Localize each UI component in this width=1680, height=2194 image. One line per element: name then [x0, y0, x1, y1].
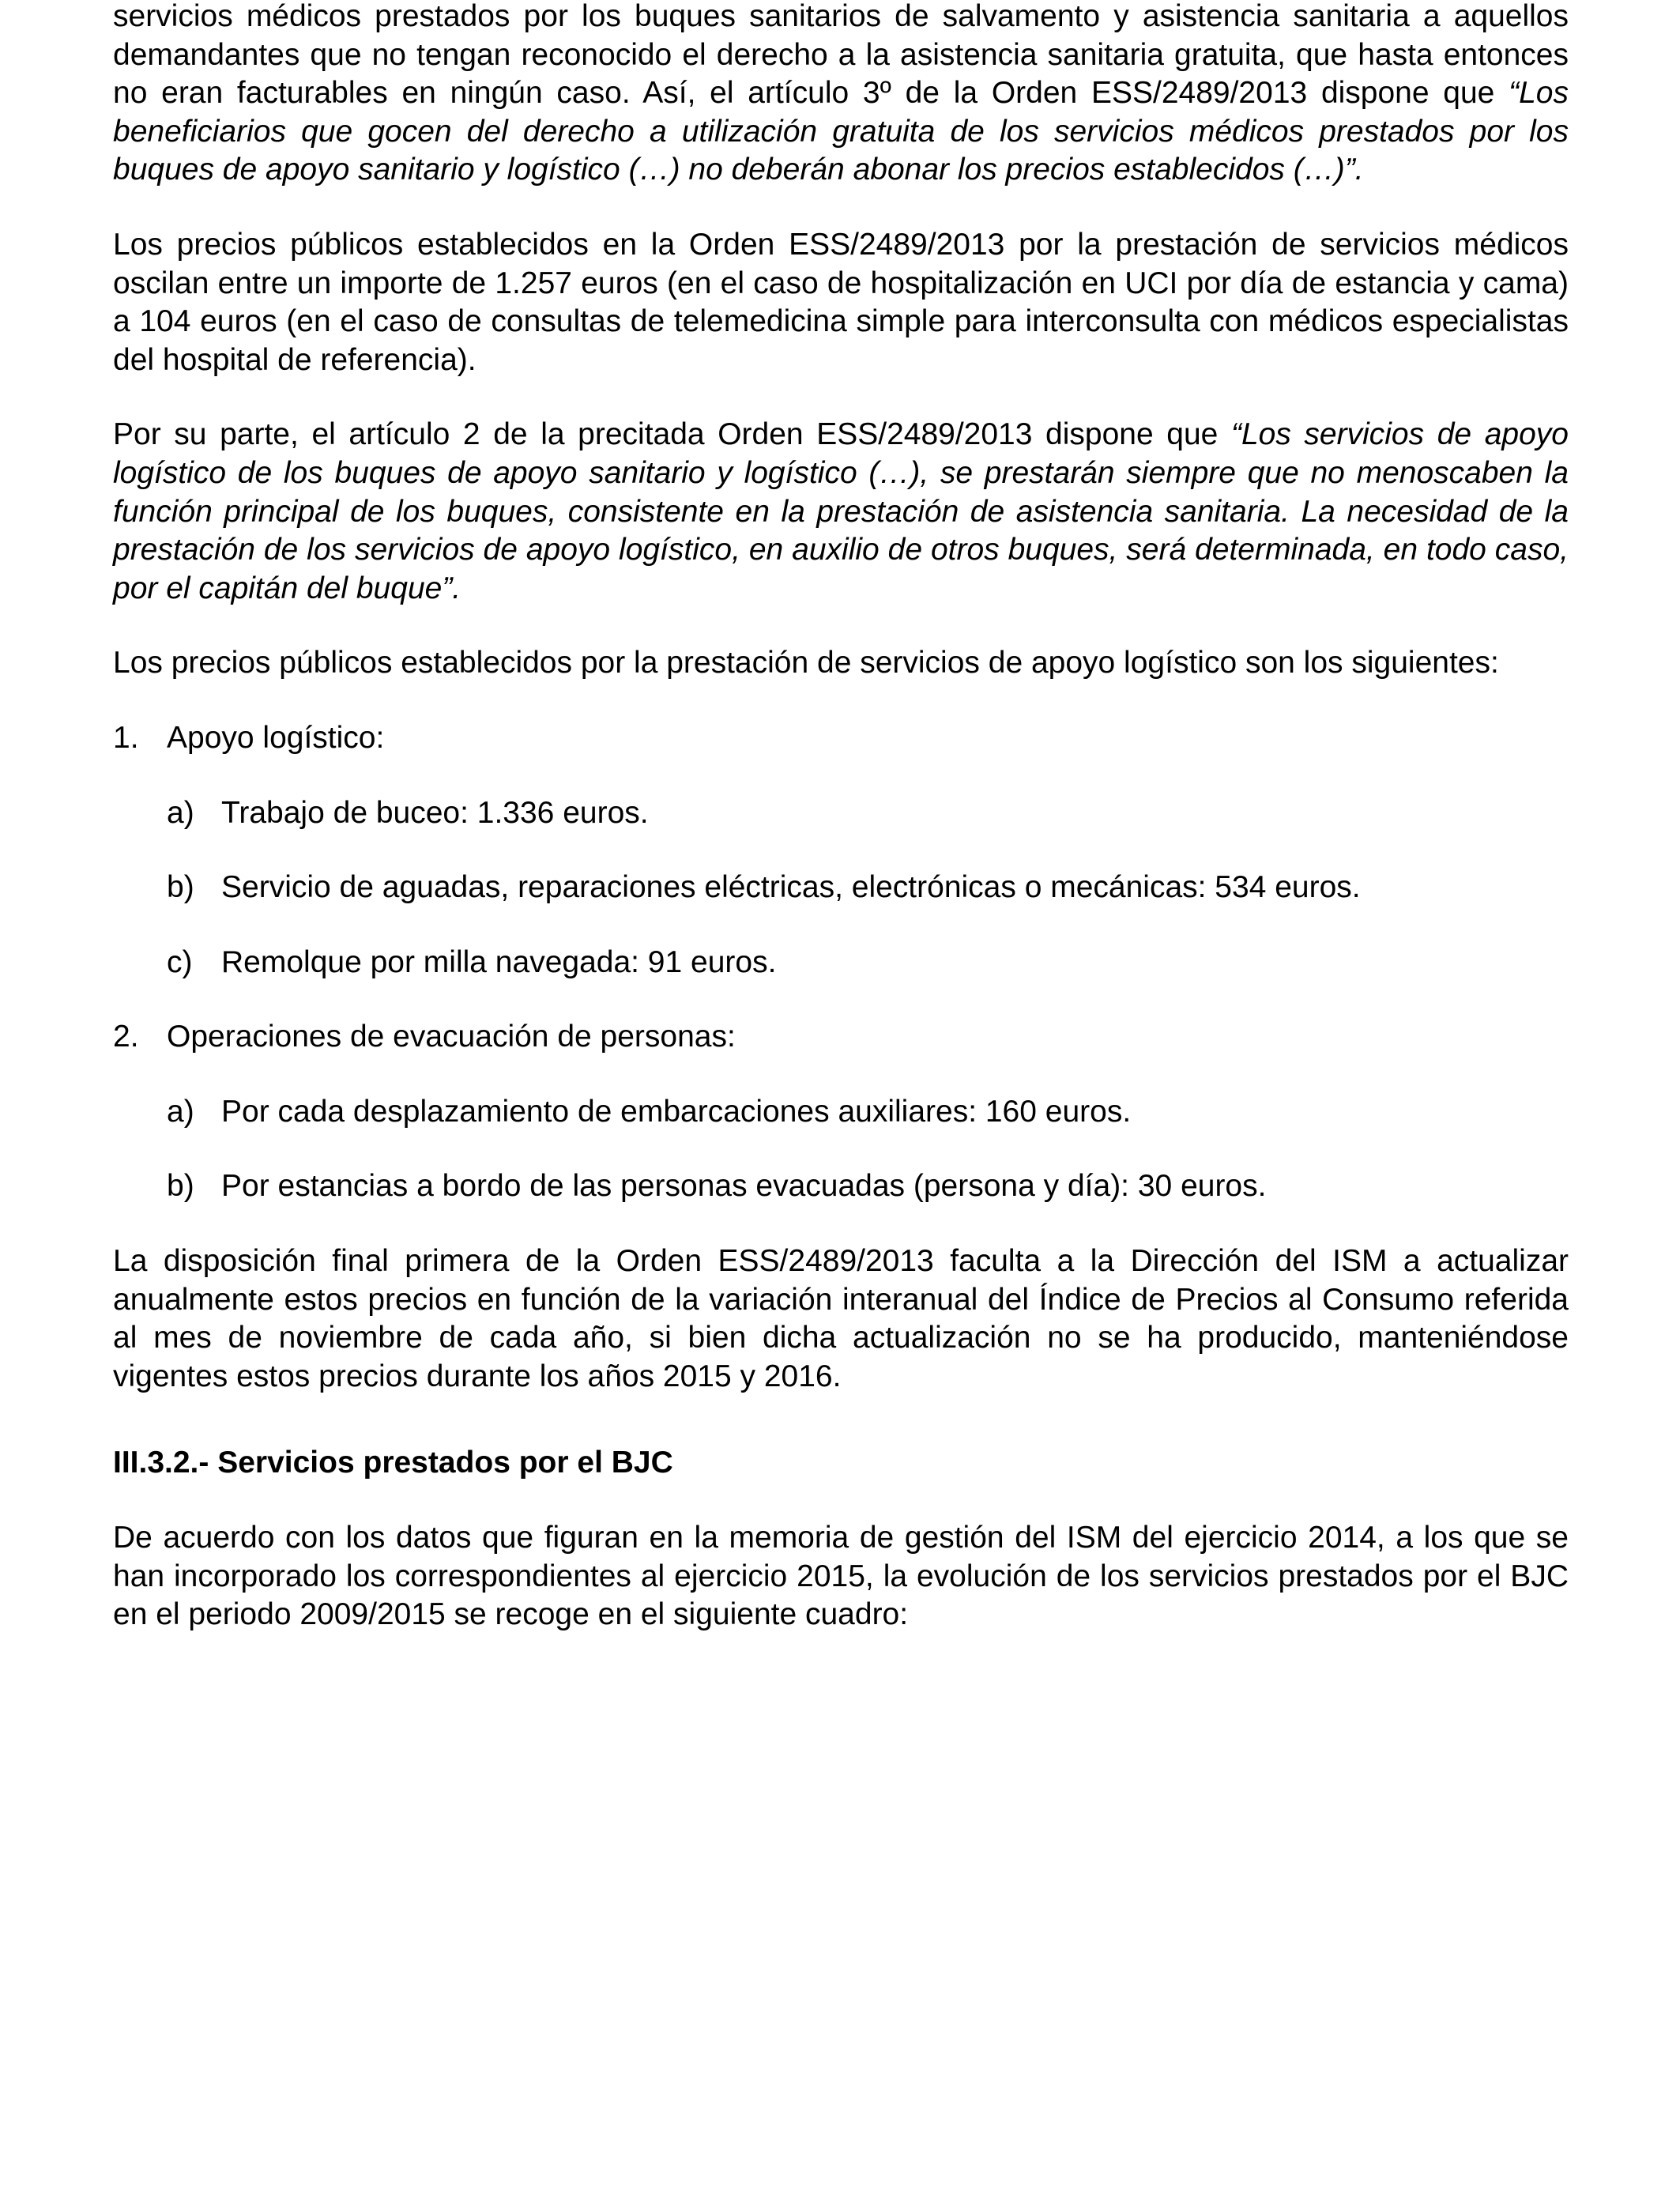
- paragraph-text: servicios médicos prestados por los buques sanitarios de salvamento y asistencia sanitaria a aquellos demandantes que no tengan reconocido el derecho a la asistencia sanitaria gratuita, que hasta entonces no eran facturables en ningún caso. Así, el artículo 3º de la Orden ESS/2489/2013 dispone que: [113, 0, 1569, 111]
- list-text: Por cada desplazamiento de embarcaciones auxiliares: 160 euros.: [221, 1094, 1132, 1129]
- paragraph-precios-logistico: Los precios públicos establecidos por la prestación de servicios de apoyo logístico son los siguientes:: [113, 646, 1499, 680]
- list-subitem: [113, 794, 1569, 833]
- list-letter: b): [167, 1169, 194, 1204]
- paragraph-apoyo-logistico: [113, 416, 1569, 608]
- list-subitem: [113, 869, 1569, 907]
- paragraph-text: Por su parte, el artículo 2 de la precitada Orden ESS/2489/2013 dispone que: [113, 417, 1231, 452]
- quote-orden-article-3: “Los beneficiarios que gocen del derecho a utilización gratuita de los servicios médicos prestados por los buques de apoyo sanitario y logístico (…) no deberán abonar los precios establecidos (…)”.: [113, 76, 1569, 187]
- paragraph-disposicion-final: La disposición final primera de la Orden ESS/2489/2013 faculta a la Dirección del ISM a actualizar anualmente estos precios en función de la variación interanual del Índice de Precios al Consumo referida al mes de noviembre de cada año, si bien dicha actualización no se ha producido, manteniéndose vigentes estos precios durante los años 2015 y 2016.: [113, 1244, 1569, 1393]
- list-letter: b): [167, 870, 194, 905]
- list-label: Operaciones de evacuación de personas:: [167, 1020, 736, 1054]
- paragraph-precios-medicos: Los precios públicos establecidos en la Orden ESS/2489/2013 por la prestación de servicios médicos oscilan entre un importe de 1.257 euros (en el caso de hospitalización en UCI por día de estancia y cama) a 104 euros (en el caso de consultas de telemedicina simple para interconsulta con médicos especialistas del hospital de referencia).: [113, 227, 1569, 377]
- list-text: Remolque por milla navegada: 91 euros.: [221, 944, 777, 979]
- list-number: 1.: [113, 720, 139, 755]
- list-item: [113, 1018, 1569, 1057]
- paragraph-servicios-bjc: De acuerdo con los datos que figuran en la memoria de gestión del ISM del ejercicio 2014, a los que se han incorporado los correspondientes al ejercicio 2015, la evolución de los servicios prestados por el BJC en el periodo 2009/2015 se recoge en el siguiente cuadro:: [113, 1521, 1569, 1632]
- list-letter: a): [167, 795, 194, 830]
- list-subitem: [113, 944, 1569, 982]
- list-text: Servicio de aguadas, reparaciones eléctricas, electrónicas o mecánicas: 534 euros.: [221, 870, 1361, 905]
- list-item: [113, 719, 1569, 758]
- paragraph-beneficiarios: [113, 0, 1569, 190]
- list-letter: a): [167, 1094, 194, 1129]
- list-subitem: [113, 1167, 1569, 1206]
- list-text: Trabajo de buceo: 1.336 euros.: [221, 795, 649, 830]
- list-letter: c): [167, 944, 193, 979]
- quote-orden-article-2: “Los servicios de apoyo logístico de los buques de apoyo sanitario y logístico (…), se prestarán siempre que no menoscaben la función principal de los buques, consistente en la prestación de asistencia sanitaria. La necesidad de la prestación de los servicios de apoyo logístico, en auxilio de otros buques, será determinada, en todo caso, por el capitán del buque”.: [113, 417, 1569, 605]
- document-page: [113, 0, 1569, 1634]
- list-subitem: [113, 1093, 1569, 1132]
- list-text: Por estancias a bordo de las personas evacuadas (persona y día): 30 euros.: [221, 1169, 1267, 1204]
- list-number: 2.: [113, 1020, 139, 1054]
- list-label: Apoyo logístico:: [167, 720, 385, 755]
- section-heading: III.3.2.- Servicios prestados por el BJC: [113, 1446, 673, 1480]
